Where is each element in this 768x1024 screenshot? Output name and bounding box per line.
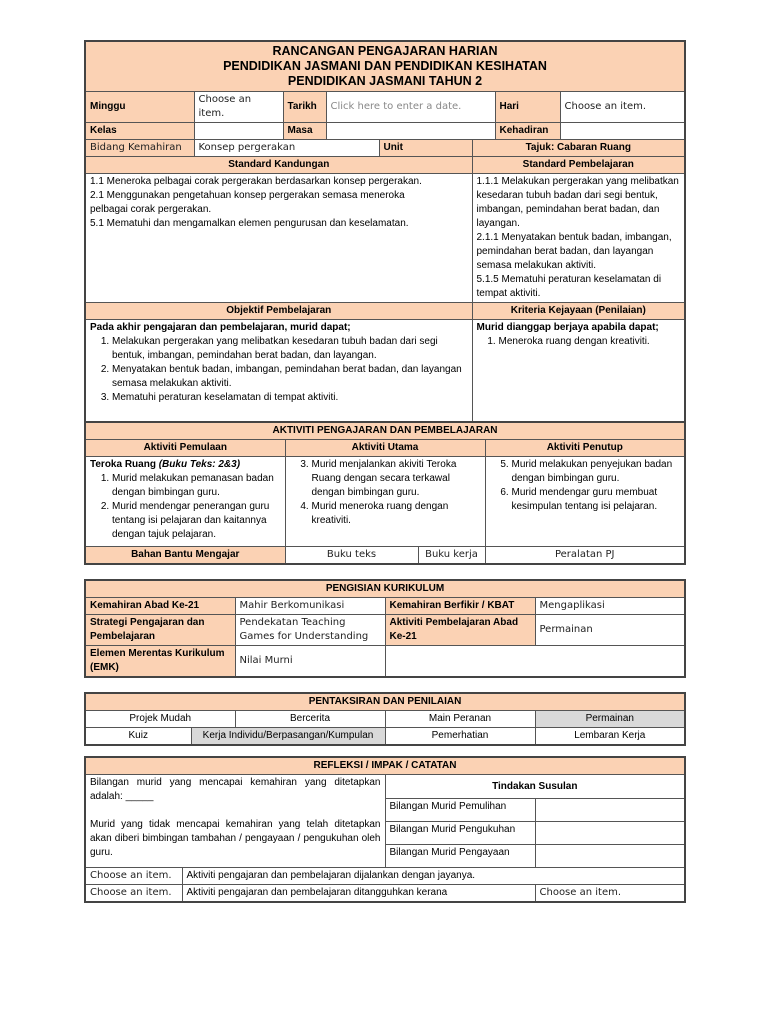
bidang-kemahiran-label: Bidang Kemahiran	[85, 140, 194, 157]
penutup-item: 6. Murid mendengar guru membuat kesimpulan tentang isi pelajaran.	[512, 486, 681, 514]
pentaksiran-option[interactable]: Projek Mudah	[85, 711, 235, 728]
refleksi-text-1: Bilangan murid yang mencapai kemahiran yang ditetapkan adalah: _____	[90, 777, 381, 802]
refleksi-section	[84, 756, 684, 903]
kandungan-line: 5.1 Mematuhi dan mengamalkan elemen pengurusan dan keselamatan.	[90, 218, 409, 229]
strategi-value[interactable]: Pendekatan Teaching Games for Understanding	[235, 615, 385, 646]
penutup-content	[485, 457, 685, 547]
lesson-plan-header-table	[84, 40, 686, 425]
emk-blank	[385, 646, 685, 678]
page-title	[85, 41, 685, 92]
aktiviti-header: AKTIVITI PENGAJARAN DAN PEMBELAJARAN	[85, 422, 685, 440]
standard-pembelajaran-header: Standard Pembelajaran	[472, 157, 685, 174]
kriteria-item: 1. Meneroka ruang dengan kreativiti.	[499, 335, 681, 349]
objektif-intro: Pada akhir pengajaran dan pembelajaran, murid dapat;	[90, 322, 351, 333]
standard-kandungan-header: Standard Kandungan	[85, 157, 472, 174]
pembelajaran-line: 2.1.1 Menyatakan bentuk badan, imbangan, pemindahan berat badan, dan layangan semasa melakukan aktiviti.	[476, 232, 672, 271]
pemulaan-heading: Teroka Ruang (Buku Teks: 2&3)	[90, 459, 241, 470]
tarikh-label: Tarikh	[283, 92, 326, 123]
abad-label: Kemahiran Abad Ke-21	[85, 598, 235, 615]
refleksi-table	[84, 756, 686, 903]
standard-pembelajaran-content	[472, 174, 685, 303]
kandungan-line: pelbagai corak pergerakan.	[90, 204, 212, 215]
penutup-header: Aktiviti Penutup	[485, 440, 685, 457]
kandungan-line: 1.1 Meneroka pelbagai corak pergerakan berdasarkan konsep pergerakan.	[90, 176, 422, 187]
kbat-label: Kemahiran Berfikir / KBAT	[385, 598, 535, 615]
kehadiran-value[interactable]	[560, 123, 685, 140]
pentaksiran-option[interactable]: Main Peranan	[385, 711, 535, 728]
objektif-content	[85, 320, 472, 424]
status-text-1: Aktiviti pengajaran dan pembelajaran dijalankan dengan jayanya.	[182, 868, 685, 885]
objektif-item: 2. Menyatakan bentuk badan, imbangan, pemindahan berat badan, dan layangan semasa melakukan aktiviti.	[112, 363, 468, 391]
tajuk-label: Tajuk: Cabaran Ruang	[472, 140, 685, 157]
objektif-item: 3. Mematuhi peraturan keselamatan di tempat aktiviti.	[112, 391, 468, 405]
pentaksiran-option[interactable]: Kuiz	[85, 728, 191, 746]
bbm-buku-kerja: Buku kerja	[418, 547, 485, 565]
pentaksiran-option-selected[interactable]: Permainan	[535, 711, 685, 728]
status-dropdown-2[interactable]: Choose an item.	[85, 885, 182, 903]
utama-item: 4. Murid meneroka ruang dengan kreativiti.	[312, 500, 481, 528]
pentaksiran-section	[84, 692, 684, 746]
pentaksiran-table	[84, 692, 686, 746]
pengayaan-value[interactable]	[535, 845, 685, 868]
refleksi-text-2: Murid yang tidak mencapai kemahiran yang telah ditetapkan akan diberi bimbingan tambahan / pengayaan / pengukuhan oleh guru.	[90, 819, 381, 858]
bidang-kemahiran-value: Konsep pergerakan	[194, 140, 379, 157]
pentaksiran-option[interactable]: Bercerita	[235, 711, 385, 728]
hari-dropdown[interactable]: Choose an item.	[560, 92, 685, 123]
utama-header: Aktiviti Utama	[285, 440, 485, 457]
tarikh-date-picker[interactable]: Click here to enter a date.	[326, 92, 495, 123]
pemulaan-item: 1. Murid melakukan pemanasan badan dengan bimbingan guru.	[112, 472, 281, 500]
kandungan-line: 2.1 Menggunakan pengetahuan konsep pergerakan semasa meneroka	[90, 190, 405, 201]
minggu-dropdown[interactable]: Choose an item.	[194, 92, 283, 123]
reason-dropdown[interactable]: Choose an item.	[535, 885, 685, 903]
penutup-item: 5. Murid melakukan penyejukan badan dengan bimbingan guru.	[512, 458, 681, 486]
refleksi-header: REFLEKSI / IMPAK / CATATAN	[85, 757, 685, 775]
pengayaan-label: Bilangan Murid Pengayaan	[385, 845, 535, 868]
kelas-label: Kelas	[85, 123, 194, 140]
hari-label: Hari	[495, 92, 560, 123]
pemulihan-label: Bilangan Murid Pemulihan	[385, 799, 535, 822]
aktiviti-abad-label: Aktiviti Pembelajaran Abad Ke-21	[385, 615, 535, 646]
pentaksiran-option[interactable]: Lembaran Kerja	[535, 728, 685, 746]
pentaksiran-option[interactable]: Pemerhatian	[385, 728, 535, 746]
standard-kandungan-content	[85, 174, 472, 303]
utama-item: 3. Murid menjalankan akiviti Teroka Ruang dengan secara terkawal dengan bimbingan guru.	[312, 458, 481, 500]
utama-content	[285, 457, 485, 547]
aktiviti-abad-value[interactable]: Permainan	[535, 615, 685, 646]
pengukuhan-label: Bilangan Murid Pengukuhan	[385, 822, 535, 845]
pembelajaran-line: 5.1.5 Mematuhi peraturan keselamatan di tempat aktiviti.	[476, 274, 662, 299]
bbm-buku-teks: Buku teks	[285, 547, 418, 565]
kurikulum-header: PENGISIAN KURIKULUM	[85, 580, 685, 598]
title-line-3: PENDIDIKAN JASMANI TAHUN 2	[287, 74, 483, 88]
pemulihan-value[interactable]	[535, 799, 685, 822]
strategi-label: Strategi Pengajaran dan Pembelajaran	[85, 615, 235, 646]
aktiviti-section	[84, 421, 684, 565]
kurikulum-section	[84, 579, 684, 678]
emk-label: Elemen Merentas Kurikulum (EMK)	[85, 646, 235, 678]
objektif-header: Objektif Pembelajaran	[85, 303, 472, 320]
emk-value[interactable]: Nilai Murni	[235, 646, 385, 678]
pentaksiran-option-selected[interactable]: Kerja Individu/Berpasangan/Kumpulan	[191, 728, 385, 746]
pentaksiran-header: PENTAKSIRAN DAN PENILAIAN	[85, 693, 685, 711]
status-dropdown-1[interactable]: Choose an item.	[85, 868, 182, 885]
kelas-value[interactable]	[194, 123, 283, 140]
bbm-label: Bahan Bantu Mengajar	[85, 547, 285, 565]
kurikulum-table	[84, 579, 686, 678]
masa-value[interactable]	[326, 123, 495, 140]
title-line-2: PENDIDIKAN JASMANI DAN PENDIDIKAN KESIHATAN	[223, 59, 547, 73]
pembelajaran-line: 1.1.1 Melakukan pergerakan yang melibatkan kesedaran tubuh badan dari segi bentuk, imbangan, pemindahan berat badan, dan layangan.	[476, 176, 679, 229]
main-lesson-plan-section	[84, 40, 684, 425]
title-line-1: RANCANGAN PENGAJARAN HARIAN	[272, 44, 498, 58]
pemulaan-header: Aktiviti Pemulaan	[85, 440, 285, 457]
refleksi-text	[85, 775, 385, 868]
pemulaan-content	[85, 457, 285, 547]
objektif-item: 1. Melakukan pergerakan yang melibatkan kesedaran tubuh badan dari segi bentuk, imbangan, pemindahan berat badan, dan layangan.	[112, 335, 468, 363]
abad-value[interactable]: Mahir Berkomunikasi	[235, 598, 385, 615]
status-text-2: Aktiviti pengajaran dan pembelajaran ditangguhkan kerana	[182, 885, 535, 903]
pengukuhan-value[interactable]	[535, 822, 685, 845]
kbat-value[interactable]: Mengaplikasi	[535, 598, 685, 615]
kriteria-header: Kriteria Kejayaan (Penilaian)	[472, 303, 685, 320]
pemulaan-item: 2. Murid mendengar penerangan guru tentang isi pelajaran dan kaitannya dengan tajuk pelajaran.	[112, 500, 281, 542]
masa-label: Masa	[283, 123, 326, 140]
kriteria-content	[472, 320, 685, 424]
minggu-label: Minggu	[85, 92, 194, 123]
tindakan-susulan-header: Tindakan Susulan	[385, 775, 685, 799]
aktiviti-table	[84, 421, 686, 565]
kriteria-intro: Murid dianggap berjaya apabila dapat;	[476, 322, 659, 333]
kehadiran-label: Kehadiran	[495, 123, 560, 140]
unit-label: Unit	[379, 140, 472, 157]
bbm-peralatan-pj: Peralatan PJ	[485, 547, 685, 565]
